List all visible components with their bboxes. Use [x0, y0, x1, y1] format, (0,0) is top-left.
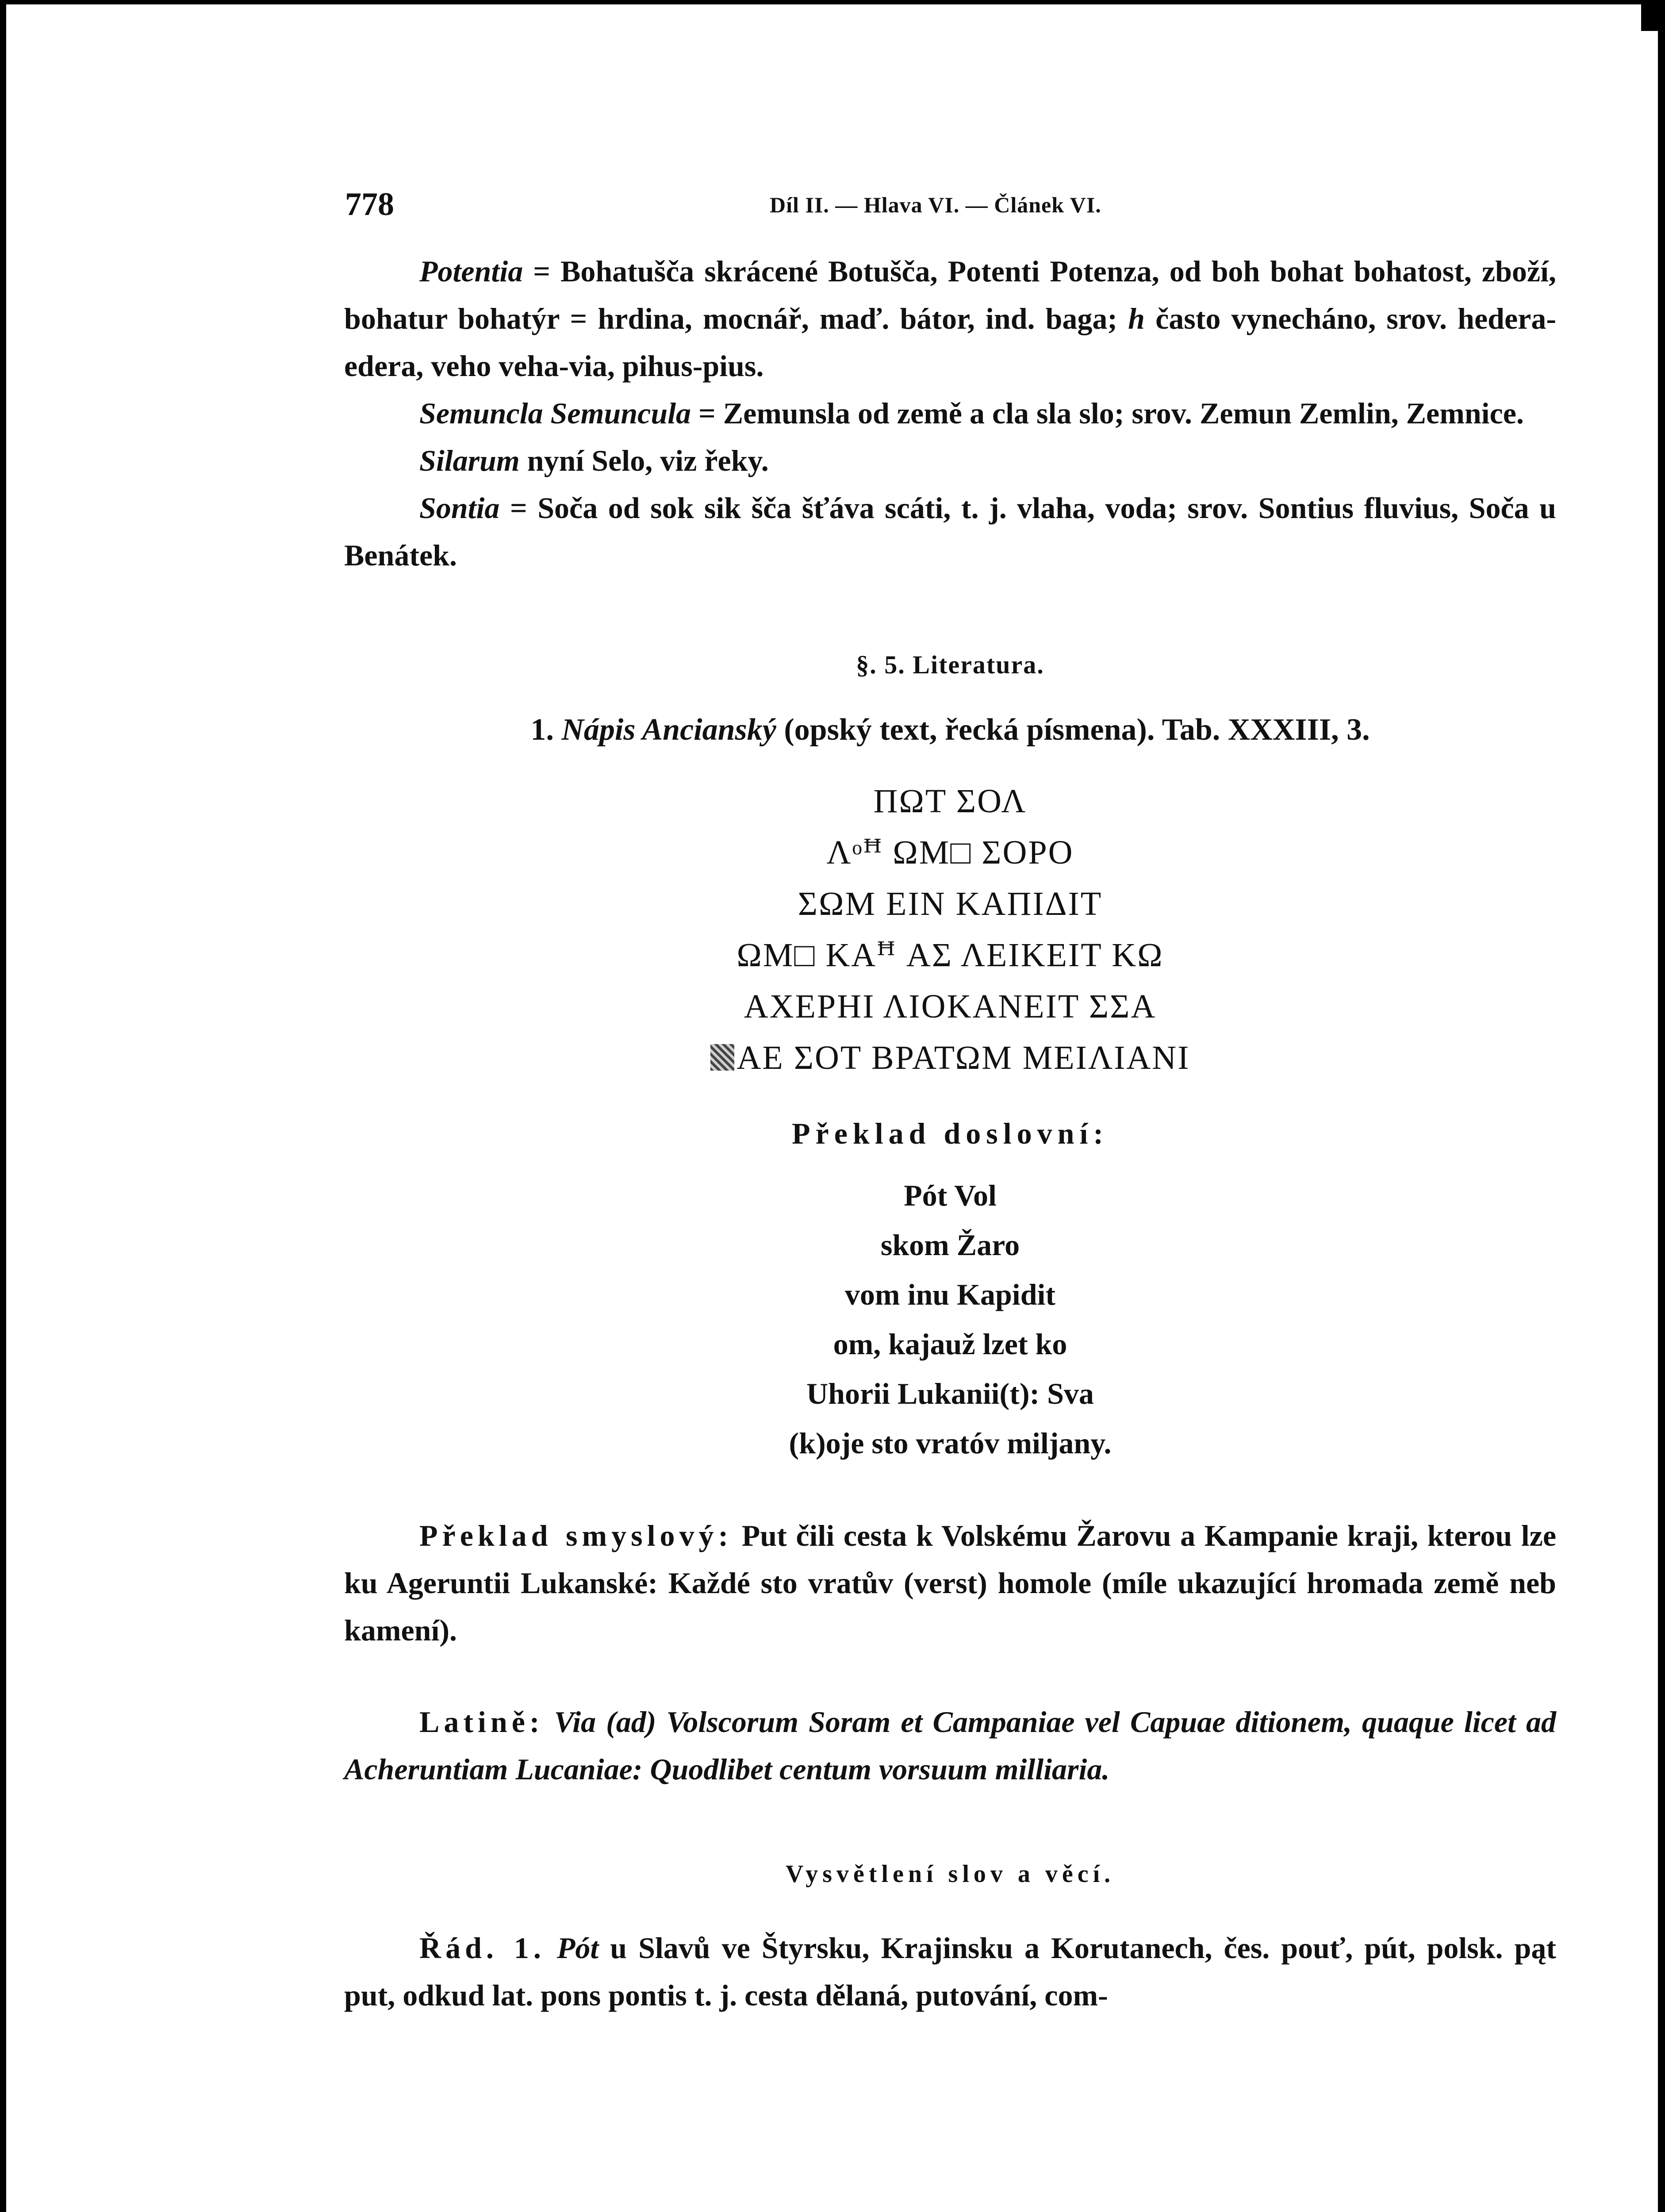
translation-line: Uhorii Lukanii(t): Sva — [806, 1377, 1094, 1410]
translation-line: vom inu Kapidit — [844, 1278, 1056, 1311]
entry-term: Potentia — [419, 254, 523, 288]
inscription-desc: (opský text, řecká písmena). Tab. XXXIII, 3. — [776, 713, 1370, 747]
line-label: Řád. 1. — [419, 1931, 545, 1965]
entry-text-tail: často vynecháno, srov. hedera-edera, veho veha-via, pihus-pius. — [344, 302, 1556, 383]
translation-line: (k)oje sto vratóv miljany. — [789, 1426, 1112, 1460]
explanation-heading: Vysvětlení slov a věcí. — [785, 1860, 1115, 1888]
inscription-name: Nápis Ancianský — [561, 713, 776, 747]
latin-label: Latině: — [419, 1705, 544, 1739]
entry-term: Sontia — [419, 491, 500, 525]
running-head: Díl II. — Hlava VI. — Článek VI. — [770, 192, 1101, 217]
literal-translation-heading: Překlad doslovní: — [792, 1117, 1109, 1150]
page-header — [345, 186, 1362, 226]
inscription-line: ΩΜ□ ΚΑꟸ ΑΣ ΛΕΙΚΕΙΤ ΚΩ — [737, 937, 1164, 974]
page-body — [344, 248, 1556, 2019]
sense-translation-text: Put čili cesta k Volskému Žarovu a Kampanie kraji, kterou lze ku Ageruntii Lukanské: Každé sto vratův (verst) homole (míle ukazující hromada země neb kamení). — [344, 1519, 1557, 1647]
inscription-line: ΣΩΜ ΕΙΝ ΚΑΠΙΔΙΤ — [798, 885, 1103, 922]
entry-letter: h — [1128, 302, 1145, 335]
entry-potentia — [344, 248, 1556, 390]
translation-line: Pót Vol — [904, 1179, 997, 1212]
latin-translation — [344, 1698, 1556, 1793]
scan-edge-left — [0, 0, 6, 2212]
explanation-term: Pót — [556, 1931, 599, 1965]
greek-inscription — [344, 776, 1556, 1083]
inscription-title — [344, 706, 1556, 753]
entry-term: Silarum — [419, 444, 520, 477]
sense-translation-label: Překlad smyslový: — [419, 1519, 733, 1552]
scan-edge-right — [1658, 0, 1665, 2212]
scan-edge-corner — [1641, 0, 1665, 31]
damaged-glyph-icon — [710, 1044, 734, 1071]
literal-translation — [344, 1171, 1556, 1468]
inscription-line-text: ΑΕ ΣΟΤ ΒΡΑΤΩΜ ΜΕΙΛΙΑΝΙ — [737, 1039, 1190, 1076]
explanation-text: u Slavů ve Štyrsku, Krajinsku a Korutanech, čes. pouť, pút, polsk. pąt put, odkud lat. pons pontis t. j. cesta dělaná, putování, com- — [344, 1931, 1557, 2012]
latin-text: Via (ad) Volscorum Soram et Campaniae vel Capuae ditionem, quaque licet ad Acheruntiam Lucaniae: Quodlibet centum vorsuum milliaria. — [344, 1705, 1556, 1786]
entry-text: = Soča od sok sik šča šťáva scáti, t. j. vlaha, voda; srov. Sontius fluvius, Soča u Benátek. — [344, 491, 1556, 572]
entry-term: Semuncla Semuncula — [419, 396, 691, 430]
inscription-line: Λᵒꟸ ΩΜ□ ΣΟΡΟ — [826, 834, 1074, 871]
inscription-line: ΠΩΤ ΣΟΛ — [873, 783, 1027, 820]
entry-semuncla — [344, 390, 1556, 437]
inscription-line: ΑΧΕΡΗΙ ΛΙΟΚΑΝΕΙΤ ΣΣΑ — [744, 988, 1157, 1025]
entry-text: = Bohatušča skrácené Botušča, Potenti Potenza, od boh bohat bohatost, zboží, bohatur bohatýr = hrdina, mocnář, maď. bátor, ind. baga; — [344, 254, 1556, 335]
translation-line: om, kajauž lzet ko — [833, 1327, 1067, 1361]
entry-text: nyní Selo, viz řeky. — [519, 444, 769, 477]
translation-line: skom Žaro — [880, 1228, 1020, 1262]
entry-silarum — [344, 437, 1556, 484]
inscription-line-damaged — [344, 1032, 1556, 1083]
scan-edge-top — [0, 0, 1665, 4]
explanation-paragraph — [344, 1924, 1556, 2019]
entry-text: = Zemunsla od země a cla sla slo; srov. Zemun Zemlin, Zemnice. — [691, 396, 1524, 430]
section-title: §. 5. Literatura. — [856, 650, 1044, 679]
entry-sontia — [344, 484, 1556, 579]
sense-translation — [344, 1512, 1556, 1654]
page-number: 778 — [345, 186, 394, 223]
item-number: 1. — [530, 713, 562, 747]
